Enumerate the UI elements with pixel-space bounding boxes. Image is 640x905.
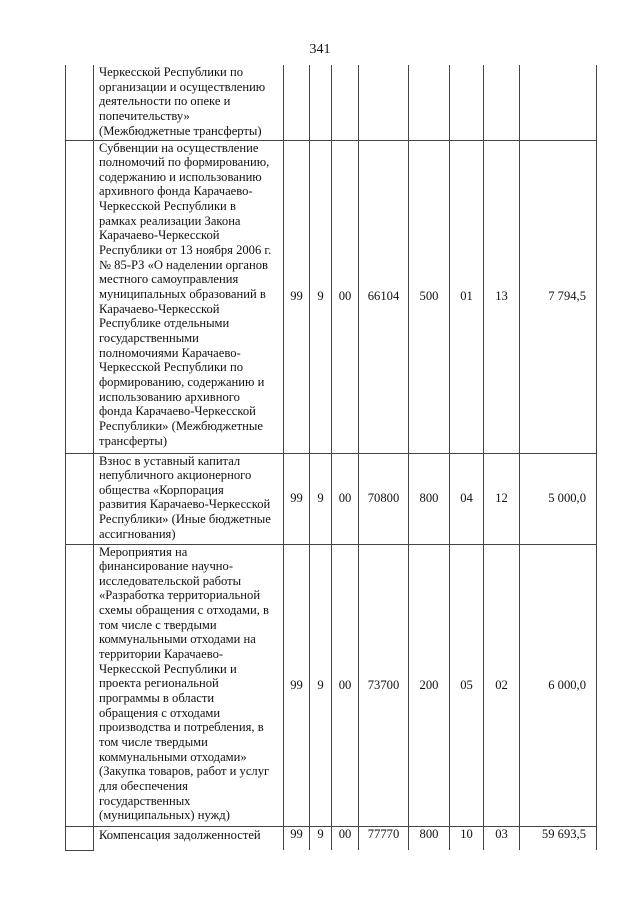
budget-table xyxy=(65,65,597,851)
code-cell: 500 xyxy=(409,140,450,453)
amount-cell xyxy=(520,65,597,140)
page-number: 341 xyxy=(309,42,331,57)
code-cell: 02 xyxy=(484,544,520,826)
code-cell xyxy=(284,65,310,140)
code-cell: 800 xyxy=(409,826,450,850)
code-cell xyxy=(484,65,520,140)
code-cell: 03 xyxy=(484,826,520,850)
code-cell xyxy=(310,65,332,140)
description-cell: Компенсация задолженностей xyxy=(94,826,284,850)
code-cell: 800 xyxy=(409,453,450,544)
code-cell: 10 xyxy=(450,826,484,850)
code-cell: 12 xyxy=(484,453,520,544)
code-cell: 99 xyxy=(284,826,310,850)
code-cell xyxy=(359,65,409,140)
code-cell: 66104 xyxy=(359,140,409,453)
description-cell: Мероприятия на финансирование научно- исследовательской работы «Разработка территориальной схемы обращения с отходами, в том числе с твердыми коммунальными отходами на территории Карачаево- Черкесской Республики и проекта региональной программы в области обращения с отходами производства и потребления, в том числе твердыми коммунальными отходами» (Закупка товаров, работ и услуг для обеспечения государственных (муниципальных) нужд) xyxy=(94,544,284,826)
code-cell: 9 xyxy=(310,544,332,826)
number-cell xyxy=(66,453,94,544)
number-cell xyxy=(66,65,94,140)
code-cell: 00 xyxy=(332,140,359,453)
code-cell: 99 xyxy=(284,453,310,544)
code-cell: 13 xyxy=(484,140,520,453)
table-row xyxy=(66,140,597,453)
code-cell: 70800 xyxy=(359,453,409,544)
amount-cell: 5 000,0 xyxy=(520,453,597,544)
number-cell xyxy=(66,544,94,826)
code-cell: 01 xyxy=(450,140,484,453)
code-cell: 200 xyxy=(409,544,450,826)
code-cell xyxy=(332,65,359,140)
amount-cell: 7 794,5 xyxy=(520,140,597,453)
code-cell: 77770 xyxy=(359,826,409,850)
table-row xyxy=(66,544,597,826)
code-cell: 9 xyxy=(310,140,332,453)
code-cell: 9 xyxy=(310,826,332,850)
description-cell: Черкесской Республики по организации и осуществлению деятельности по опеке и попечительству» (Межбюджетные трансферты) xyxy=(94,65,284,140)
number-cell xyxy=(66,826,94,850)
table-row xyxy=(66,65,597,140)
amount-cell: 6 000,0 xyxy=(520,544,597,826)
table-row xyxy=(66,453,597,544)
code-cell: 00 xyxy=(332,453,359,544)
number-cell xyxy=(66,140,94,453)
code-cell: 9 xyxy=(310,453,332,544)
code-cell: 99 xyxy=(284,544,310,826)
code-cell: 05 xyxy=(450,544,484,826)
code-cell: 00 xyxy=(332,826,359,850)
code-cell: 00 xyxy=(332,544,359,826)
description-cell: Взнос в уставный капитал непубличного акционерного общества «Корпорация развития Карачаево-Черкесской Республики» (Иные бюджетные ассигнования) xyxy=(94,453,284,544)
description-cell: Субвенции на осуществление полномочий по формированию, содержанию и использованию архивного фонда Карачаево- Черкесской Республики в рамках реализации Закона Карачаево-Черкесской Республики от 13 ноября 2006 г. № 85-РЗ «О наделении органов местного самоуправления муниципальных образований в Карачаево-Черкесской Республике отдельными государственными полномочиями Карачаево- Черкесской Республики по формированию, содержанию и использованию архивного фонда Карачаево-Черкесской Республики» (Межбюджетные трансферты) xyxy=(94,140,284,453)
code-cell xyxy=(409,65,450,140)
amount-cell: 59 693,5 xyxy=(520,826,597,850)
code-cell: 99 xyxy=(284,140,310,453)
code-cell xyxy=(450,65,484,140)
code-cell: 73700 xyxy=(359,544,409,826)
table-row xyxy=(66,826,597,850)
code-cell: 04 xyxy=(450,453,484,544)
